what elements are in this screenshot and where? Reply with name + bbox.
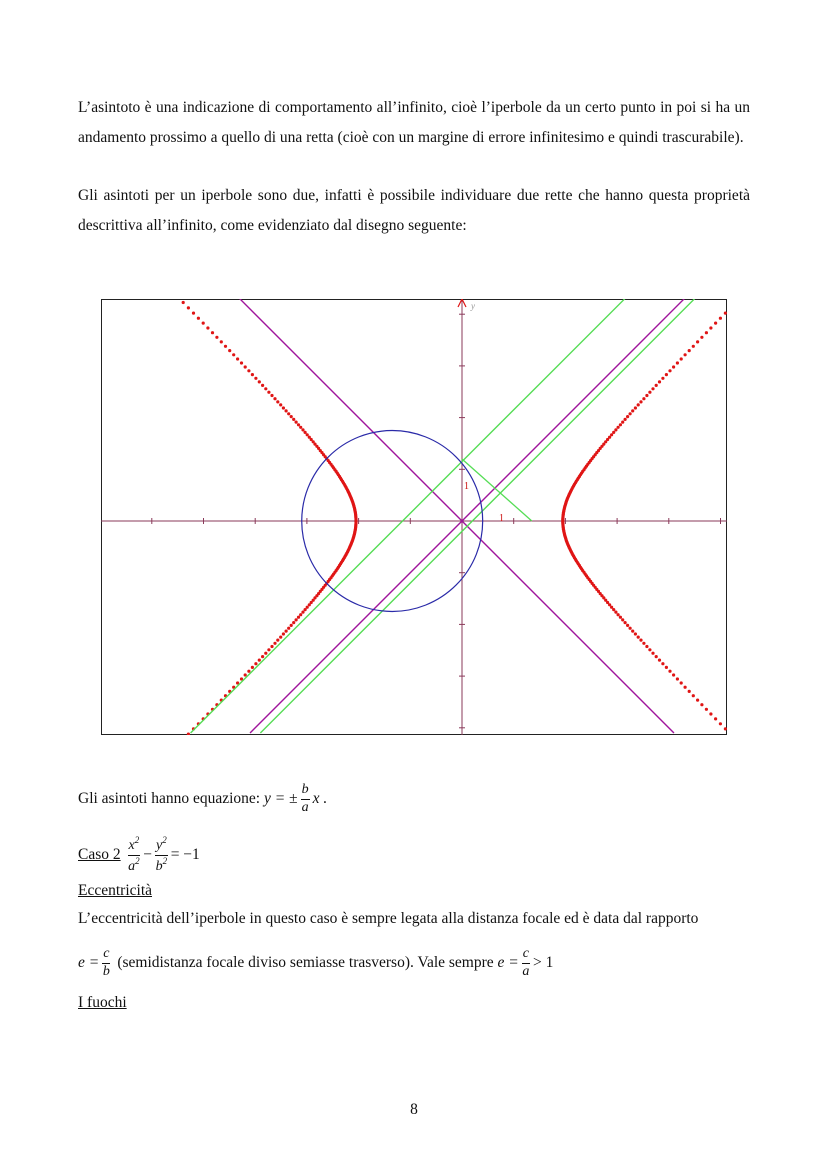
case2-x-exp: 2 [134,835,140,845]
asymptote-denominator: a [301,799,309,815]
hyperbola-point [709,712,712,715]
hyperbola-point [279,636,282,639]
hyperbola-point [724,312,727,315]
case2-fraction-y [155,836,168,874]
figure-frame [102,300,727,735]
hyperbola-point [295,618,298,621]
hyperbola-point [619,616,622,619]
hyperbola-point [668,369,671,372]
hyperbola-point [684,353,687,356]
asymptote-equation-line [78,783,327,815]
hyperbola-point [617,613,620,616]
hyperbola-point [282,406,285,409]
hyperbola-point [621,421,624,424]
hyperbola-point [264,652,267,655]
hyperbola-point [676,677,679,680]
asymptote-lhs: y = ± [263,789,298,807]
hyperbola-point [665,666,668,669]
hyperbola-point [629,412,632,415]
hyperbola-point [247,670,250,673]
hyperbola-point [304,608,307,611]
hyperbola-point [642,397,645,400]
hyperbola-point [244,365,247,368]
hyperbola-point [631,409,634,412]
hyperbola-point [211,331,214,334]
x-tick-label-1: 1 [499,513,504,524]
hyperbola-point [279,403,282,406]
hyperbola-point [261,384,264,387]
hyperbola-point [244,673,247,676]
hyperbola-point [658,380,661,383]
hyperbola-point [232,353,235,356]
hyperbola-point [626,624,629,627]
hyperbola-point [705,708,708,711]
hyperbola-point [692,694,695,697]
eccentricity-den-1: b [102,963,110,979]
hyperbola-point [290,624,293,627]
hyperbola-point [696,699,699,702]
hyperbola-point [187,306,190,309]
eccentricity-gt-one: > 1 [532,954,554,971]
hyperbola-point [251,666,254,669]
hyperbola-point [240,361,243,364]
hyperbola-point [254,377,257,380]
hyperbola-point [719,722,722,725]
hyperbola-point [614,611,617,614]
case2-x: x [128,838,135,853]
hyperbola-point [629,627,632,630]
hyperbola-point [228,349,231,352]
hyperbola-point [651,387,654,390]
hyperbola-point [304,431,307,434]
asymptote-fraction [301,783,310,815]
hyperbola-point [692,345,695,348]
case2-a-exp: 2 [135,855,140,866]
hyperbola-point [680,681,683,684]
asymptote-numerator: b [301,783,310,800]
hyperbola-point [290,415,293,418]
hyperbola-point [684,686,687,689]
hyperbola-point [258,659,261,662]
eccentricity-num-2: c [522,947,530,964]
intro-paragraph-1: L’asintoto è una indicazione di comportamento all’infinito, cioè l’iperbole da un certo punto in poi si ha un andamento prossimo a quello di una retta (cioè con un margine di errore infinitesimo e quindi trascurabile). [78,99,750,146]
hyperbola-point [292,621,295,624]
eccentricity-lhs-2: e = [497,954,519,971]
hyperbola-point [634,632,637,635]
hyperbola-point [624,418,627,421]
hyperbola-point [709,326,712,329]
foci-heading: I fuochi [78,994,127,1011]
eccentricity-heading: Eccentricità [78,882,153,899]
hyperbola-point [276,400,279,403]
eccentricity-fraction-1 [102,947,110,979]
case2-equals: = −1 [170,845,200,863]
hyperbola-point [285,630,288,633]
hyperbola-point [642,642,645,645]
hyperbola-point [301,428,304,431]
hyperbola-point [624,621,627,624]
hyperbola-point [688,690,691,693]
hyperbola-point [192,312,195,315]
eccentricity-den-2: a [522,963,530,979]
eccentricity-text: L’eccentricità dell’iperbole in questo caso è sempre legata alla distanza focale ed è data dal rapporto [78,910,699,927]
hyperbola-point [287,627,290,630]
hyperbola-point [676,361,679,364]
hyperbola-point [224,345,227,348]
hyperbola-point [267,391,270,394]
y-tick-label-1: 1 [464,481,469,492]
hyperbola-point [719,317,722,320]
hyperbola-point [672,365,675,368]
hyperbola-point [639,400,642,403]
hyperbola-point [655,384,658,387]
hyperbola-point [270,394,273,397]
hyperbola-point [261,655,264,658]
hyperbola-point [282,632,285,635]
hyperbola-point [724,727,727,730]
hyperbola-point [688,349,691,352]
hyperbola-point [617,426,620,429]
case2-b: b [155,858,163,874]
hyperbola-point [202,322,205,325]
hyperbola-point [301,611,304,614]
hyperbola-point [251,373,254,376]
hyperbola-point [264,387,267,390]
eccentricity-lhs: e = [78,954,100,971]
hyperbola-point [700,336,703,339]
hyperbola-point [626,415,629,418]
hyperbola-point [285,409,288,412]
hyperbola-point [206,326,209,329]
case2-y-exp: 2 [162,835,167,845]
hyperbola-point [292,418,295,421]
hyperbola-point [696,340,699,343]
hyperbola-point [273,642,276,645]
hyperbola-point [668,670,671,673]
hyperbola-point [648,391,651,394]
hyperbola-point [306,606,309,609]
hyperbola-point [308,436,311,439]
hyperbola-figure [101,299,727,735]
eccentricity-fraction-2 [522,947,530,979]
hyperbola-point [295,421,298,424]
intro-paragraph-2: Gli asintoti per un iperbole sono due, infatti è possibile individuare due rette che hanno questa proprietà descrittiva all’infinito, come evidenziato dal disegno seguente: [78,187,750,234]
hyperbola-point [621,618,624,621]
hyperbola-point [639,639,642,642]
asymptote-prefix: Gli asintoti hanno equazione: [78,789,261,807]
hyperbola-point [714,322,717,325]
hyperbola-point [297,616,300,619]
hyperbola-point [658,659,661,662]
case2-b-exp: 2 [162,855,168,866]
hyperbola-point [661,662,664,665]
hyperbola-point [680,357,683,360]
hyperbola-point [276,639,279,642]
eccentricity-formula-line [78,946,553,980]
hyperbola-point [645,645,648,648]
hyperbola-point [637,636,640,639]
hyperbola-point [645,394,648,397]
hyperbola-point [637,403,640,406]
hyperbola-point [215,336,218,339]
hyperbola-point [665,373,668,376]
hyperbola-point [247,369,250,372]
eccentricity-explanation: (semidistanza focale diviso semiasse trasverso). Vale sempre [117,954,494,971]
hyperbola-point [220,340,223,343]
case2-fraction-x [128,836,141,874]
asymptote-rhs: x . [312,789,328,807]
eccentricity-num-1: c [102,947,110,964]
case2-y: y [155,838,163,853]
hyperbola-point [236,357,239,360]
hyperbola-point [634,406,637,409]
hyperbola-point [614,428,617,431]
hyperbola-point [299,613,302,616]
hyperbola-point [661,377,664,380]
hyperbola-point [273,397,276,400]
hyperbola-point [651,652,654,655]
hyperbola-point [714,717,717,720]
hyperbola-point [631,630,634,633]
hyperbola-point [258,380,261,383]
hyperbola-point [612,608,615,611]
case2-line [78,836,200,874]
hyperbola-point [299,426,302,429]
hyperbola-point [306,433,309,436]
hyperbola-point [612,431,615,434]
hyperbola-point [619,423,622,426]
hyperbola-point [705,331,708,334]
hyperbola-point [270,645,273,648]
page-number: 8 [410,1101,418,1118]
hyperbola-point [655,655,658,658]
hyperbola-point [287,412,290,415]
hyperbola-point [610,433,613,436]
case2-label: Caso 2 [78,845,121,863]
case2-minus: − [143,845,152,863]
hyperbola-point [254,662,257,665]
hyperbola-point [267,648,270,651]
y-axis-label: y [471,301,475,311]
hyperbola-point [182,301,185,304]
case2-a: a [128,858,136,874]
hyperbola-point [700,703,703,706]
hyperbola-point [297,423,300,426]
hyperbola-point [672,673,675,676]
hyperbola-point [197,317,200,320]
hyperbola-point [648,648,651,651]
